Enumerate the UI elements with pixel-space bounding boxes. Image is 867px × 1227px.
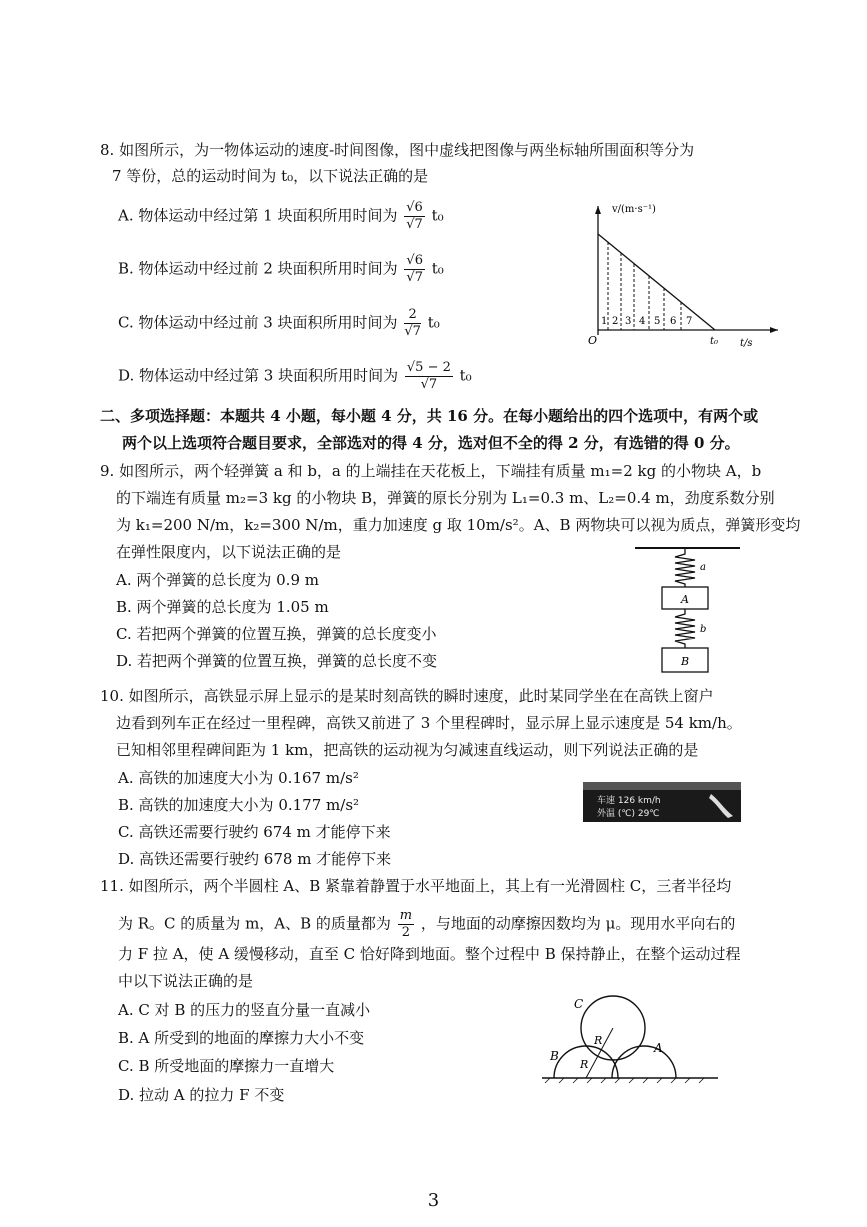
section2-header-line-2: 两个以上选项符合题目要求，全部选对的得 4 分，选对但不全的得 2 分，有选错的得 0 分。: [122, 434, 740, 452]
graph-t0: t₀: [710, 336, 719, 347]
section-label: 5: [654, 316, 661, 327]
page-number: 3: [427, 1190, 440, 1211]
q10-option-b: B. 高铁的加速度大小为 0.177 m/s²: [118, 796, 360, 814]
section-label: 3: [625, 316, 632, 327]
label-r-lower: R: [580, 1058, 589, 1071]
q11-stem-line-2: 为 R。C 的质量为 m，A、B 的质量都为 $\frac{m}{2}$ ，与地面的动摩擦因数均为 μ。现用水平向右的: [118, 908, 736, 940]
label-a: A: [654, 1041, 663, 1055]
section-label: 6: [670, 316, 677, 327]
q10-stem-line-1: 10. 如图所示，高铁显示屏上显示的是某时刻高铁的瞬时速度，此时某同学坐在在高铁上窗户: [100, 687, 714, 705]
q11-stem-line-3: 力 F 拉 A，使 A 缓慢移动，直至 C 恰好降到地面。整个过程中 B 保持静止，在整个运动过程: [118, 945, 741, 963]
block-b-label: B: [681, 655, 690, 668]
q9-stem-line-3: 为 k₁=200 N/m，k₂=300 N/m，重力加速度 g 取 10m/s²。A、B 两物块可以视为质点，弹簧形变均: [116, 516, 801, 534]
q9-spring-figure: [630, 540, 750, 680]
q9-stem-line-2: 的下端连有质量 m₂=3 kg 的小物块 B，弹簧的原长分别为 L₁=0.3 m、L₂=0.4 m，劲度系数分别: [116, 489, 775, 507]
spring-a: [675, 549, 695, 587]
half-cylinder-a: [612, 1046, 676, 1078]
graph-xlabel: t/s: [740, 338, 753, 349]
q11-option-c: C. B 所受地面的摩擦力一直增大: [118, 1057, 335, 1075]
section-label: 2: [612, 316, 619, 327]
q8-stem-line-1: 8. 如图所示，为一物体运动的速度-时间图像，图中虚线把图像与两坐标轴所围面积等分为: [100, 141, 695, 159]
spring-b: [675, 609, 695, 648]
label-r-upper: R: [594, 1034, 603, 1047]
section2-header-line-1: 二、多项选择题：本题共 4 小题，每小题 4 分，共 16 分。在每小题给出的四个选项中，有两个或: [100, 407, 759, 425]
q8-option-d: D. 物体运动中经过第 3 块面积所用时间为 $\frac{√5 - 2}{√7}$ t₀: [118, 360, 472, 392]
q9-option-b: B. 两个弹簧的总长度为 1.05 m: [116, 598, 329, 616]
section-label: 1: [601, 316, 608, 327]
q10-option-c: C. 高铁还需要行驶约 674 m 才能停下来: [118, 823, 391, 841]
q8-vt-graph: [550, 200, 790, 360]
q9-option-a: A. 两个弹簧的总长度为 0.9 m: [116, 571, 319, 589]
q10-option-d: D. 高铁还需要行驶约 678 m 才能停下来: [118, 850, 392, 868]
q11-stem-line-4: 中以下说法正确的是: [118, 972, 254, 990]
q11-option-d: D. 拉动 A 的拉力 F 不变: [118, 1086, 285, 1104]
q8-option-a: A. 物体运动中经过第 1 块面积所用时间为 $\frac{√6}{√7}$ t₀: [118, 200, 444, 232]
train-display-photo: [583, 782, 741, 822]
y-axis-arrow: [595, 206, 601, 214]
q10-stem-line-3: 已知相邻里程碑间距为 1 km，把高铁的运动视为匀减速直线运动，则下列说法正确的是: [116, 741, 699, 759]
q9-stem-line-4: 在弹性限度内，以下说法正确的是: [116, 543, 342, 561]
q10-stem-line-2: 边看到列车正在经过一里程碑，高铁又前进了 3 个里程碑时，显示屏上显示速度是 54 km/h。: [116, 714, 742, 732]
q8-option-c: C. 物体运动中经过前 3 块面积所用时间为 $\frac{2}{√7}$ t₀: [118, 307, 440, 339]
section-label: 4: [639, 316, 646, 327]
display-line-2: 外温 (℃) 29℃: [597, 809, 660, 819]
block-a-label: A: [681, 593, 689, 606]
label-c: C: [574, 997, 584, 1011]
q8-option-b: B. 物体运动中经过前 2 块面积所用时间为 $\frac{√6}{√7}$ t₀: [118, 253, 444, 285]
q9-option-c: C. 若把两个弹簧的位置互换，弹簧的总长度变小: [116, 625, 437, 643]
q10-option-a: A. 高铁的加速度大小为 0.167 m/s²: [118, 769, 359, 787]
spring-b-label: b: [700, 624, 707, 635]
graph-origin: O: [588, 334, 598, 347]
section-label: 7: [686, 316, 693, 327]
label-b: B: [550, 1049, 559, 1063]
spring-a-label: a: [700, 562, 706, 573]
x-axis-arrow: [770, 327, 778, 333]
q11-stem-line-1: 11. 如图所示，两个半圆柱 A、B 紧靠着静置于水平地面上，其上有一光滑圆柱 C，三者半径均: [100, 877, 732, 895]
q11-option-b: B. A 所受到的地面的摩擦力大小不变: [118, 1029, 365, 1047]
q9-stem-line-1: 9. 如图所示，两个轻弹簧 a 和 b，a 的上端挂在天花板上，下端挂有质量 m₁=2 kg 的小物块 A，b: [100, 462, 762, 480]
graph-ylabel: v/(m·s⁻¹): [612, 204, 656, 215]
display-line-1: 车速 126 km/h: [597, 796, 661, 806]
q11-cylinder-figure: [540, 988, 720, 1088]
q9-option-d: D. 若把两个弹簧的位置互换，弹簧的总长度不变: [116, 652, 438, 670]
q8-stem-line-2: 7 等份，总的运动时间为 t₀，以下说法正确的是: [112, 167, 429, 185]
q11-option-a: A. C 对 B 的压力的竖直分量一直减小: [118, 1001, 371, 1019]
display-frame-top: [583, 782, 741, 790]
